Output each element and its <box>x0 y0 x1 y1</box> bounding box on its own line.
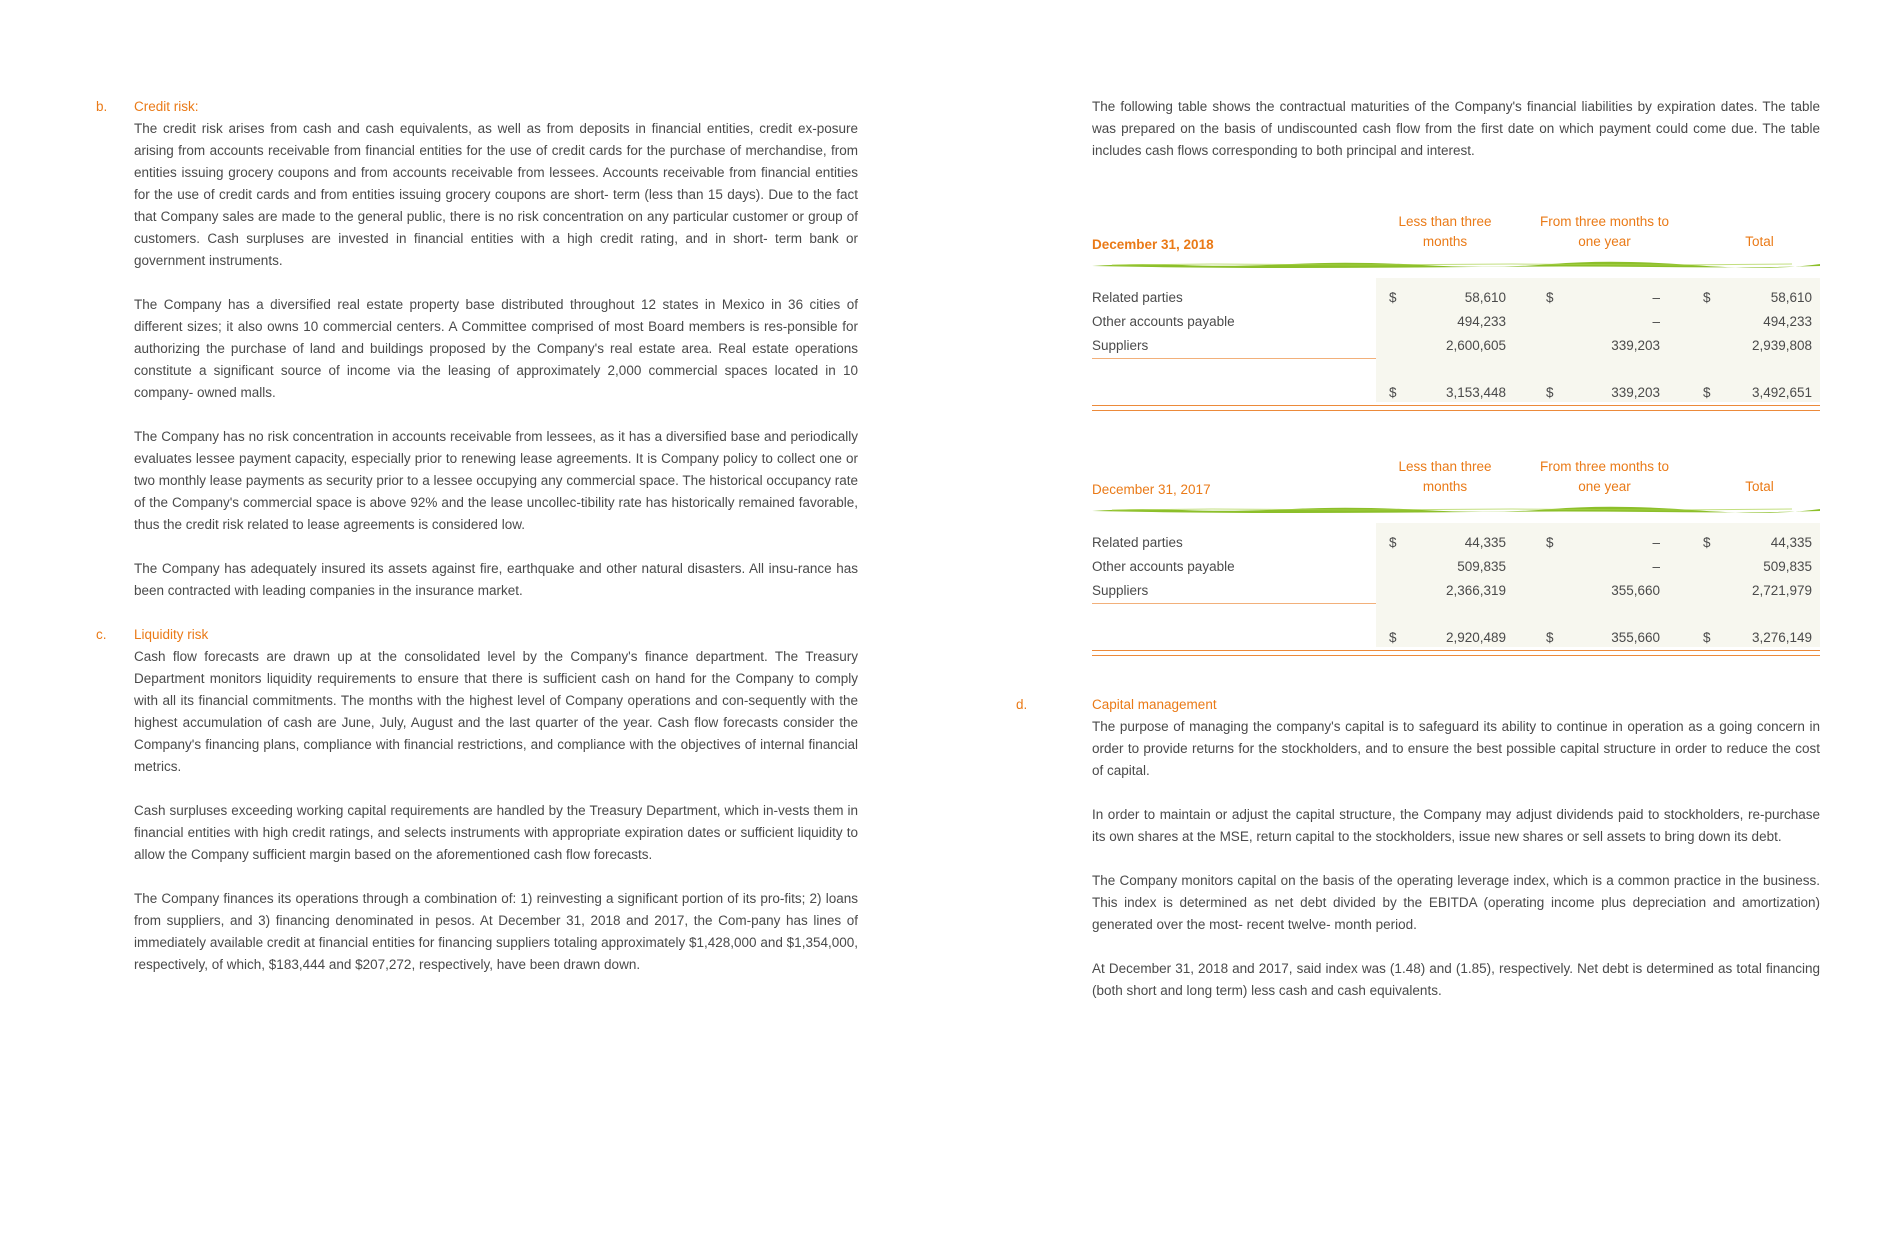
currency-symbol: $ <box>1546 290 1554 305</box>
cell-less-than-three-months: 44,335 <box>1464 535 1506 550</box>
table-row <box>1092 555 1820 579</box>
cell-less-than-three-months: 2,600,605 <box>1445 338 1506 353</box>
currency-symbol: $ <box>1703 630 1711 645</box>
section-letter: d. <box>1016 697 1028 712</box>
table-header <box>1092 200 1820 260</box>
brush-stroke-divider <box>1092 505 1820 515</box>
row-label: Other accounts payable <box>1092 559 1235 574</box>
row-label: Related parties <box>1092 290 1183 305</box>
paragraph: The Company has adequately insured its assets against fire, earthquake and other natural disasters. All insu-rance has been contracted with leading companies in the insurance market. <box>134 561 858 598</box>
left-column <box>96 96 858 976</box>
paragraph: The purpose of managing the company's capital is to safeguard its ability to continue in operation as a going concern in order to provide returns for the stockholders, and to ensure the best possible capital structure in order to reduce the cost of capital. <box>1092 719 1820 778</box>
cell-three-months-to-one-year: 339,203 <box>1611 338 1660 353</box>
cell-total: 2,939,808 <box>1751 338 1812 353</box>
column-header-less-than-three-months: Less than three months <box>1398 459 1492 494</box>
currency-symbol: $ <box>1703 535 1711 550</box>
paragraph: The Company has no risk concentration in accounts receivable from lessees, as it has a diversified base and periodically evaluates lessee payment capacity, especially prior to renewing lease agreements. It is Company policy to collect one or two monthly lease payments as security prior to a lessee occupying any commercial space. The historical occupancy rate of the Company's commercial space is above 92% and the lease uncollec-tibility rate has historically remained favorable, thus the credit risk related to lease agreements is considered low. <box>134 429 858 532</box>
table-total-row <box>1092 381 1820 405</box>
table-header <box>1092 445 1820 505</box>
row-label: Related parties <box>1092 535 1183 550</box>
cell-less-than-three-months: 2,366,319 <box>1445 583 1506 598</box>
row-label: Suppliers <box>1092 338 1149 353</box>
cell-total: 58,610 <box>1770 290 1812 305</box>
table-body <box>1092 286 1820 411</box>
cell-less-than-three-months: 494,233 <box>1457 314 1506 329</box>
table-row <box>1092 310 1820 334</box>
row-label: Suppliers <box>1092 583 1149 598</box>
table-date: December 31, 2017 <box>1092 482 1211 497</box>
paragraph: In order to maintain or adjust the capital structure, the Company may adjust dividends paid to stockholders, re-purchase its own shares at the MSE, return capital to the stockholders, issue new shares or sell assets to bring down its debt. <box>1092 807 1820 844</box>
section-heading: Liquidity risk <box>134 627 209 642</box>
right-column <box>1016 96 1820 1002</box>
table-row <box>1092 531 1820 555</box>
cell-less-than-three-months: 58,610 <box>1464 290 1506 305</box>
cell-three-months-to-one-year: – <box>1652 314 1660 329</box>
currency-symbol: $ <box>1546 630 1554 645</box>
paragraph: The Company has a diversified real estate property base distributed throughout 12 states in Mexico in 36 cities of different sizes; it also owns 10 commercial centers. A Committee comprised of most Board members is res-ponsible for authorizing the purchase of land and buildings proposed by the Company's real estate area. Real estate operations constitute a significant source of income via the leasing of approximately 2,000 commercial spaces located in 10 company- owned malls. <box>134 297 858 400</box>
table-intro: The following table shows the contractual maturities of the Company's financial liabilities by expiration dates. The table was prepared on the basis of undiscounted cash flow from the first date on which payment could come due. The table includes cash flows corresponding to both principal and interest. <box>1092 99 1820 158</box>
paragraph: At December 31, 2018 and 2017, said index was (1.48) and (1.85), respectively. Net debt is determined as total financing (both short and long term) less cash and cash equivalents. <box>1092 961 1820 998</box>
cell-three-months-to-one-year: 355,660 <box>1611 583 1660 598</box>
paragraph: The credit risk arises from cash and cash equivalents, as well as from deposits in financial entities, credit ex-posure arising from accounts receivable from financial entities for the use of credit cards for the purchase of merchandise, from entities issuing grocery coupons and from accounts receivable from lessees. Accounts receivable from financial entities for the use of credit cards and from entities issuing grocery coupons are short- term (less than 15 days). Due to the fact that Company sales are made to the general public, there is no risk concentration on any particular customer or group of customers. Cash surpluses are invested in financial entities with a high credit rating, and in short- term bank or government instruments. <box>134 121 858 268</box>
column-header-total: Total <box>1745 479 1774 494</box>
cell-less-than-three-months: 509,835 <box>1457 559 1506 574</box>
column-header-less-than-three-months: Less than three months <box>1398 214 1492 249</box>
column-header-three-months-to-one-year: From three months to one year <box>1539 214 1670 249</box>
table-row <box>1092 286 1820 310</box>
paragraph: The Company monitors capital on the basis of the operating leverage index, which is a common practice in the business. This index is determined as net debt divided by the EBITDA (operating income plus depreciation and amortization) generated over the most- recent twelve- month period. <box>1092 873 1820 932</box>
total-three-months-to-one-year: 339,203 <box>1611 385 1660 400</box>
column-header-three-months-to-one-year: From three months to one year <box>1539 459 1670 494</box>
paragraph: Cash flow forecasts are drawn up at the consolidated level by the Company's finance department. The Treasury Department monitors liquidity requirements to ensure that there is sufficient cash on hand for the Company to comply with all its financial commitments. The months with the highest level of Company operations and con-sequently with the highest accumulation of cash are June, July, August and the last quarter of the year. Cash flow forecasts consider the Company's financing plans, compliance with financial restrictions, and compliance with the objectives of internal financial metrics. <box>134 649 858 774</box>
brush-stroke-divider <box>1092 260 1820 270</box>
row-label: Other accounts payable <box>1092 314 1235 329</box>
total-double-rule <box>1092 405 1820 411</box>
currency-symbol: $ <box>1703 385 1711 400</box>
table-body <box>1092 531 1820 656</box>
table-row <box>1092 334 1820 358</box>
section-capital-management <box>1016 694 1820 1002</box>
maturity-table-2018 <box>1092 200 1820 411</box>
section-letter: b. <box>96 99 108 114</box>
cell-three-months-to-one-year: – <box>1652 290 1660 305</box>
cell-three-months-to-one-year: – <box>1652 535 1660 550</box>
currency-symbol: $ <box>1546 535 1554 550</box>
total-grand: 3,276,149 <box>1751 630 1812 645</box>
section-liquidity-risk <box>96 624 858 976</box>
paragraph: The Company finances its operations through a combination of: 1) reinvesting a significant portion of its pro-fits; 2) loans from suppliers, and 3) financing denominated in pesos. At December 31, 2018 and 2017, the Com-pany has lines of immediately available credit at financial entities for financing suppliers totaling approximately $1,428,000 and $1,354,000, respectively, of which, $183,444 and $207,272, respectively, have been drawn down. <box>134 891 858 972</box>
total-double-rule <box>1092 650 1820 656</box>
cell-three-months-to-one-year: – <box>1652 559 1660 574</box>
currency-symbol: $ <box>1389 385 1397 400</box>
cell-total: 44,335 <box>1770 535 1812 550</box>
cell-total: 2,721,979 <box>1751 583 1812 598</box>
section-letter: c. <box>96 627 107 642</box>
cell-total: 509,835 <box>1763 559 1812 574</box>
table-total-row <box>1092 626 1820 650</box>
currency-symbol: $ <box>1389 630 1397 645</box>
total-less-than-three-months: 3,153,448 <box>1445 385 1506 400</box>
cell-total: 494,233 <box>1763 314 1812 329</box>
total-grand: 3,492,651 <box>1751 385 1812 400</box>
currency-symbol: $ <box>1546 385 1554 400</box>
section-credit-risk <box>96 96 858 602</box>
table-row <box>1092 579 1820 603</box>
currency-symbol: $ <box>1389 290 1397 305</box>
column-header-total: Total <box>1745 234 1774 249</box>
section-heading: Capital management <box>1092 697 1217 712</box>
currency-symbol: $ <box>1389 535 1397 550</box>
table-date: December 31, 2018 <box>1092 237 1214 252</box>
section-heading: Credit risk: <box>134 99 199 114</box>
total-less-than-three-months: 2,920,489 <box>1445 630 1506 645</box>
currency-symbol: $ <box>1703 290 1711 305</box>
total-three-months-to-one-year: 355,660 <box>1611 630 1660 645</box>
paragraph: Cash surpluses exceeding working capital requirements are handled by the Treasury Department, which in-vests them in financial entities with high credit ratings, and selects instruments with appropriate expiration dates or sufficient liquidity to allow the Company sufficient margin based on the aforementioned cash flow forecasts. <box>134 803 858 862</box>
maturity-table-2017 <box>1092 445 1820 656</box>
